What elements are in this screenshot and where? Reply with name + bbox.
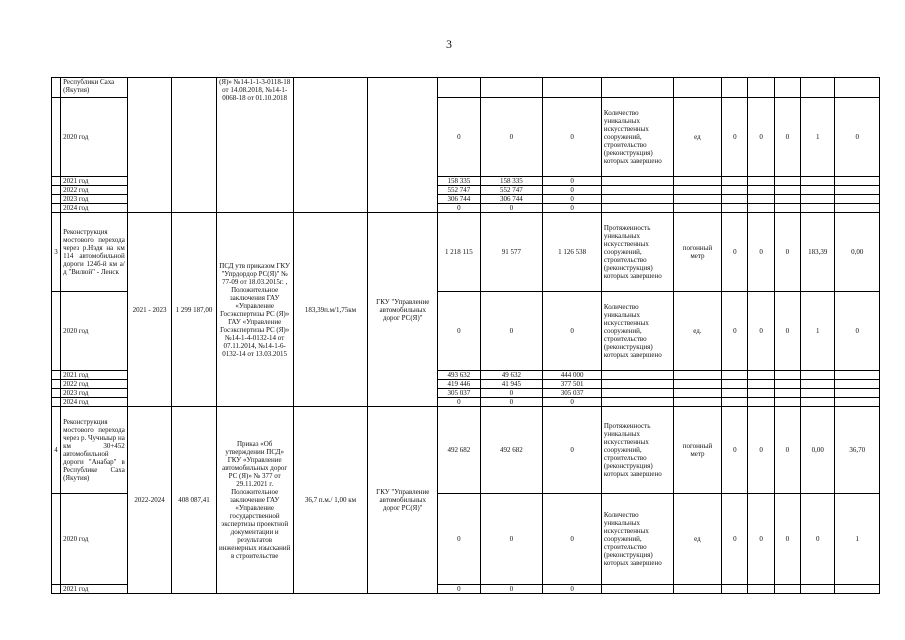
value-cell: 0	[480, 398, 543, 407]
investment-program-table	[51, 77, 880, 594]
indicator-value: 0,00	[801, 407, 835, 494]
value-cell: 0	[543, 186, 602, 195]
value-cell: 0	[438, 98, 480, 177]
indicator-value: 0	[774, 407, 800, 494]
document-cell: (Я)» №14-1-1-3-0118-18 от 14.08.2018, №14-1-0068-18 от 01.10.2018	[216, 78, 293, 213]
value-cell: 377 501	[543, 380, 602, 389]
indicator-value: 1	[801, 292, 835, 371]
value-cell: 306 744	[480, 195, 543, 204]
indicator-value: 0	[835, 292, 880, 371]
indicator-value: 0	[748, 407, 774, 494]
value-cell: 305 037	[543, 389, 602, 398]
table-row	[52, 407, 880, 494]
value-cell: 552 747	[480, 186, 543, 195]
capacity-cell: 183,39п.м/1,75км	[293, 213, 368, 407]
indicator-value: 0	[722, 98, 748, 177]
indicator-cell: Протяженность уникальных искусственных сооружений, строительство (реконструкция) которых завершено	[601, 407, 673, 494]
indicator-cell: Количество уникальных искусственных сооружений, строительство (реконструкция) которых завершено	[601, 292, 673, 371]
indicator-value: 0	[722, 407, 748, 494]
indicator-cell: Количество уникальных искусственных сооружений, строительство (реконструкция) которых завершено	[601, 494, 673, 585]
object-number: 4	[52, 407, 61, 494]
indicator-value: 0	[748, 98, 774, 177]
year-cell: 2021 год	[61, 585, 128, 594]
year-cell: 2020 год	[61, 98, 128, 177]
indicator-value: 0	[774, 213, 800, 292]
value-cell: 0	[438, 204, 480, 213]
value-cell: 0	[480, 585, 543, 594]
indicator-value: 0	[774, 98, 800, 177]
period-cell: 2022-2024	[127, 407, 171, 594]
value-cell: 91 577	[480, 213, 543, 292]
indicator-value: 1	[835, 494, 880, 585]
indicator-value: 0	[722, 213, 748, 292]
value-cell: 493 632	[438, 371, 480, 380]
indicator-value: 0	[774, 494, 800, 585]
value-cell: 0	[543, 195, 602, 204]
value-cell: 0	[438, 398, 480, 407]
value-cell: 305 037	[438, 389, 480, 398]
year-cell: 2023 год	[61, 195, 128, 204]
year-cell: 2022 год	[61, 186, 128, 195]
year-cell: 2021 год	[61, 177, 128, 186]
value-cell: 0	[480, 98, 543, 177]
value-cell: 49 632	[480, 371, 543, 380]
value-cell: 0	[480, 204, 543, 213]
value-cell: 0	[543, 292, 602, 371]
value-cell: 158 335	[438, 177, 480, 186]
location-cell: Республики Саха (Якутия)	[61, 78, 128, 98]
value-cell: 0	[543, 585, 602, 594]
value-cell: 0	[480, 389, 543, 398]
year-cell: 2020 год	[61, 292, 128, 371]
indicator-value: 0	[722, 292, 748, 371]
unit-cell: ед	[673, 494, 722, 585]
value-cell: 1 218 115	[438, 213, 480, 292]
indicator-value: 0	[748, 494, 774, 585]
document-cell: ПСД утв приказом ГКУ "Упрдордор РС(Я)" № 77-09 от 18.03.2015г. , Положительное заключения ГАУ «Управление Госэкспертизы РС (Я)» ГАУ «Управление Госэкспертизы РС (Я)» №14-1-4-0132-14 от 07.11.2014, №14-1-6-0132-14 от 13.03.2015	[216, 213, 293, 407]
value-cell: 0	[543, 407, 602, 494]
value-cell: 0	[480, 494, 543, 585]
unit-cell: погонный метр	[673, 407, 722, 494]
page-number: 3	[446, 37, 452, 51]
value-cell: 492 682	[438, 407, 480, 494]
cost-cell: 1 299 187,00	[172, 213, 216, 407]
year-cell: 2022 год	[61, 380, 128, 389]
value-cell: 0	[543, 398, 602, 407]
value-cell: 0	[543, 204, 602, 213]
indicator-value: 183,39	[801, 213, 835, 292]
value-cell: 492 682	[480, 407, 543, 494]
indicator-value: 0	[748, 213, 774, 292]
value-cell: 419 446	[438, 380, 480, 389]
value-cell: 0	[438, 494, 480, 585]
value-cell: 0	[543, 98, 602, 177]
indicator-cell: Протяженность уникальных искусственных сооружений, строительство (реконструкция) которых завершено	[601, 213, 673, 292]
unit-cell: ед.	[673, 292, 722, 371]
indicator-value: 0	[774, 292, 800, 371]
object-number: 3	[52, 213, 61, 292]
customer-cell: ГКУ "Управление автомобильных дорог РС(Я)"	[368, 213, 438, 407]
table-row	[52, 213, 880, 292]
value-cell: 41 945	[480, 380, 543, 389]
value-cell: 552 747	[438, 186, 480, 195]
object-name: Реконструкция мостового перехода через р. Чучныыр на км 30+452 автомобильной дороги "Анабар" в Республике Саха (Якутия)	[61, 407, 128, 494]
value-cell: 0	[543, 177, 602, 186]
year-cell: 2024 год	[61, 204, 128, 213]
table-row	[52, 78, 880, 98]
period-cell: 2021 - 2023	[127, 213, 171, 407]
year-cell: 2024 год	[61, 398, 128, 407]
value-cell: 444 000	[543, 371, 602, 380]
year-cell: 2023 год	[61, 389, 128, 398]
cost-cell: 408 087,41	[172, 407, 216, 594]
object-name: Реконструкция мостового перехода через р.Нэдя на км 114 автомобильной дороги 124б-й км а/д "Вилюй" - Ленск	[61, 213, 128, 292]
indicator-value: 0,00	[835, 213, 880, 292]
year-cell: 2021 год	[61, 371, 128, 380]
unit-cell: ед	[673, 98, 722, 177]
indicator-cell: Количество уникальных искусственных сооружений, строительство (реконструкция) которых завершено	[601, 98, 673, 177]
customer-cell: ГКУ "Управление автомобильных дорог РС(Я)"	[368, 407, 438, 594]
value-cell: 0	[438, 585, 480, 594]
indicator-value: 0	[801, 494, 835, 585]
indicator-value: 0	[722, 494, 748, 585]
capacity-cell: 36,7 п.м./ 1,00 км	[293, 407, 368, 594]
unit-cell: погонный метр	[673, 213, 722, 292]
indicator-value: 0	[835, 98, 880, 177]
value-cell: 0	[438, 292, 480, 371]
value-cell: 158 335	[480, 177, 543, 186]
value-cell: 306 744	[438, 195, 480, 204]
value-cell: 0	[543, 494, 602, 585]
value-cell: 1 126 538	[543, 213, 602, 292]
indicator-value: 36,70	[835, 407, 880, 494]
value-cell: 0	[480, 292, 543, 371]
indicator-value: 0	[748, 292, 774, 371]
document-cell: Приказ «Об утверждении ПСД» ГКУ «Управление автомобильных дорог РС (Я)» № 377 от 29.11.2021 г. Положительное заключение ГАУ «Управление государственной экспертизы проектной документации и результатов инженерных изысканий в строительстве	[216, 407, 293, 594]
year-cell: 2020 год	[61, 494, 128, 585]
indicator-value: 1	[801, 98, 835, 177]
